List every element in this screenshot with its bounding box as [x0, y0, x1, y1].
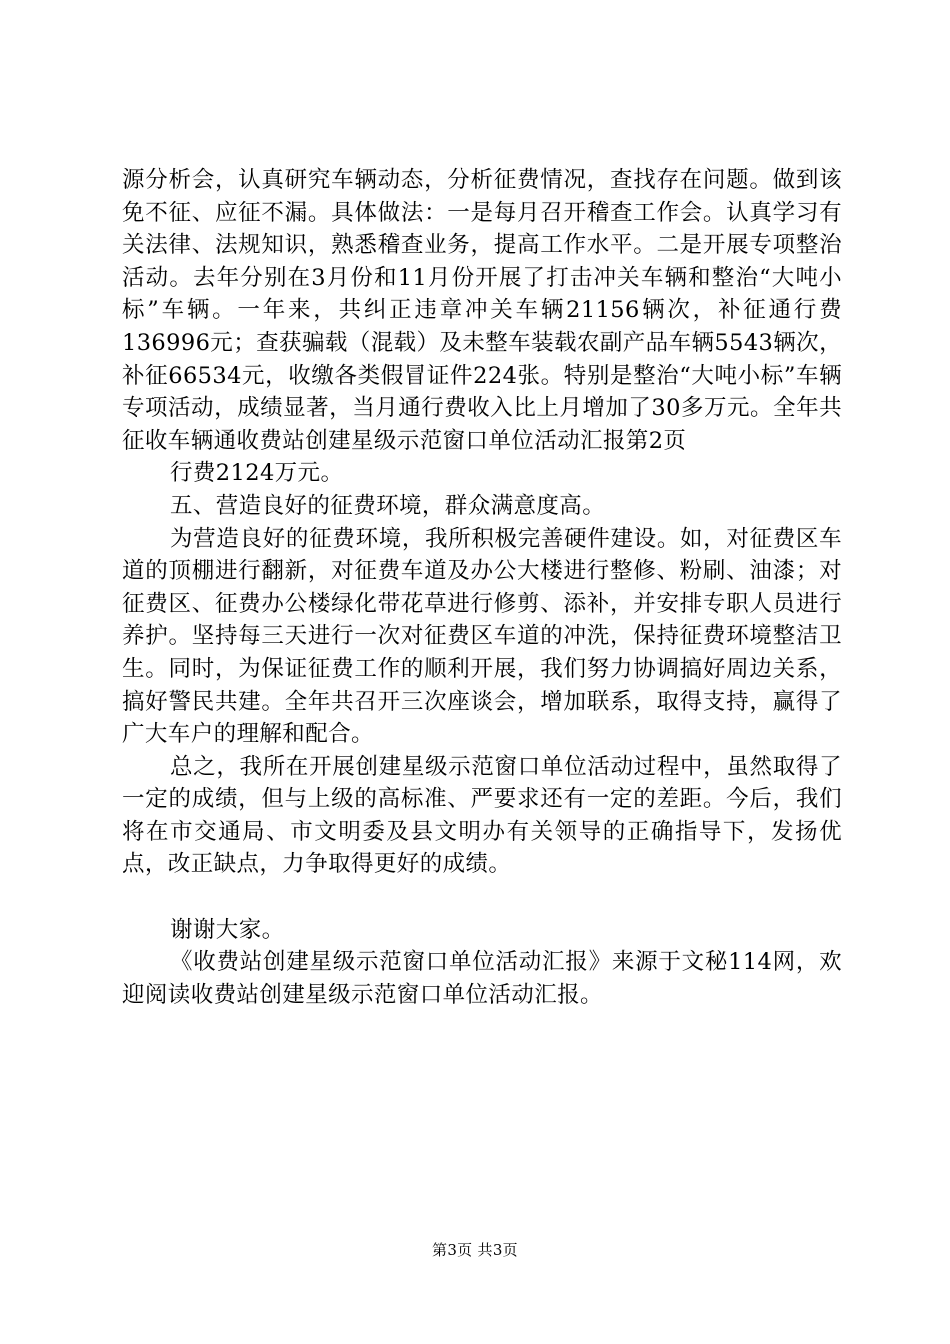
page-footer: 第3页 共3页 — [432, 1241, 518, 1259]
paragraph-environment: 为营造良好的征费环境，我所积极完善硬件建设。如，对征费区车道的顶棚进行翻新，对征费车道及办公大楼进行整修、粉刷、油漆；对征费区、征费办公楼绿化带花草进行修剪、添补，并安排专职人员进行养护。坚持每三天进行一次对征费区车道的冲洗，保持征费环境整洁卫生。同时，为保证征费工作的顺利开展，我们努力协调搞好周边关系，搞好警民共建。全年共召开三次座谈会，增加联系，取得支持，赢得了广大车户的理解和配合。 — [122, 525, 842, 748]
paragraph-summary: 总之，我所在开展创建星级示范窗口单位活动过程中，虽然取得了一定的成绩，但与上级的高标准、严要求还有一定的差距。今后，我们将在市交通局、市文明委及县文明办有关领导的正确指导下，发扬优点，改正缺点，力争取得更好的成绩。 — [122, 753, 842, 878]
paragraph-thanks: 谢谢大家。 — [170, 916, 285, 943]
paragraph-continuation: 源分析会，认真研究车辆动态，分析征费情况，查找存在问题。做到该免不征、应征不漏。具体做法：一是每月召开稽查工作会。认真学习有关法律、法规知识，熟悉稽查业务，提高工作水平。二是开展专项整治活动。去年分别在3月份和11月份开展了打击冲关车辆和整治“大吨小标”车辆。一年来，共纠正违章冲关车辆21156辆次，补征通行费136996元；查获骗载（混载）及未整车装载农副产品车辆5543辆次，补征66534元，收缴各类假冒证件224张。特别是整治“大吨小标”车辆专项活动，成绩显著，当月通行费收入比上月增加了30多万元。全年共征收车辆通收费站创建星级示范窗口单位活动汇报第2页 — [122, 167, 842, 454]
paragraph-source-note: 《收费站创建星级示范窗口单位活动汇报》来源于文秘114网，欢迎阅读收费站创建星级示范窗口单位活动汇报。 — [122, 949, 842, 1008]
document-body — [122, 164, 842, 1011]
paragraph-fee-total: 行费2124万元。 — [170, 460, 344, 487]
blank-line — [122, 881, 842, 914]
section-heading-five: 五、营造良好的征费环境，群众满意度高。 — [170, 492, 606, 519]
